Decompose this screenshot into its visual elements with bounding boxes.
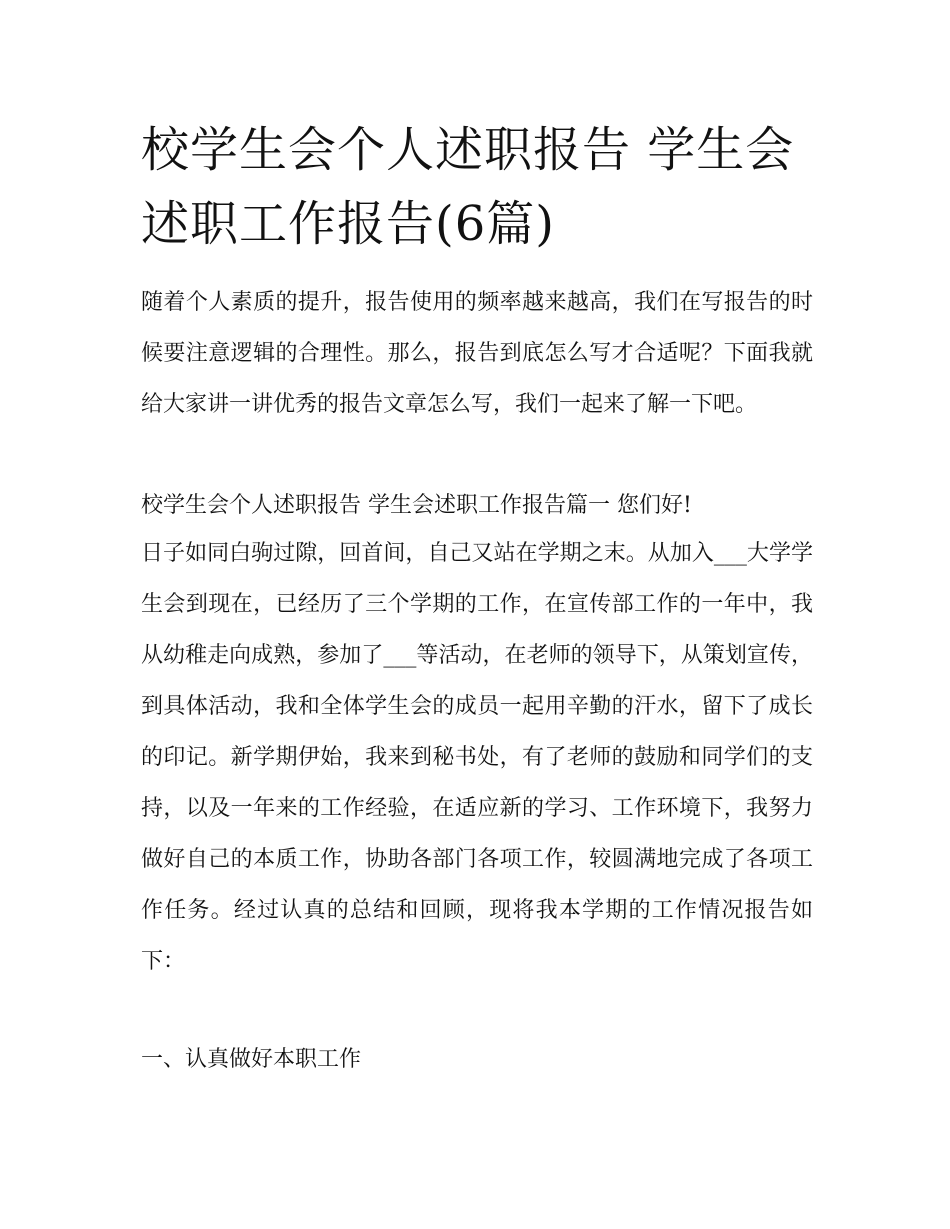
intro-paragraph: 随着个人素质的提升，报告使用的频率越来越高，我们在写报告的时候要注意逻辑的合理性。那么，报告到底怎么写才合适呢？下面我就给大家讲一讲优秀的报告文章怎么写，我们一起来了解一下吧。 [141,290,813,417]
section-heading-line: 校学生会个人述职报告 学生会述职工作报告篇一 您们好! [141,493,692,518]
document-title: 校学生会个人述职报告 学生会述职工作报告(6篇) [141,122,795,252]
main-paragraph: 日子如同白驹过隙，回首间，自己又站在学期之末。从加入___大学学生会到现在，已经历了三个学期的工作，在宣传部工作的一年中，我从幼稚走向成熟，参加了___等活动，在老师的领导下，从策划宣传，到具体活动，我和全体学生会的成员一起用辛勤的汗水，留下了成长的印记。新学期伊始，我来到秘书处，有了老师的鼓励和同学们的支持，以及一年来的工作经验，在适应新的学习、工作环境下，我努力做好自己的本质工作，协助各部门各项工作，较圆满地完成了各项工作任务。经过认真的总结和回顾，现将我本学期的工作情况报告如下： [141,541,813,974]
section-one-heading: 一、认真做好本职工作 [141,1047,362,1072]
